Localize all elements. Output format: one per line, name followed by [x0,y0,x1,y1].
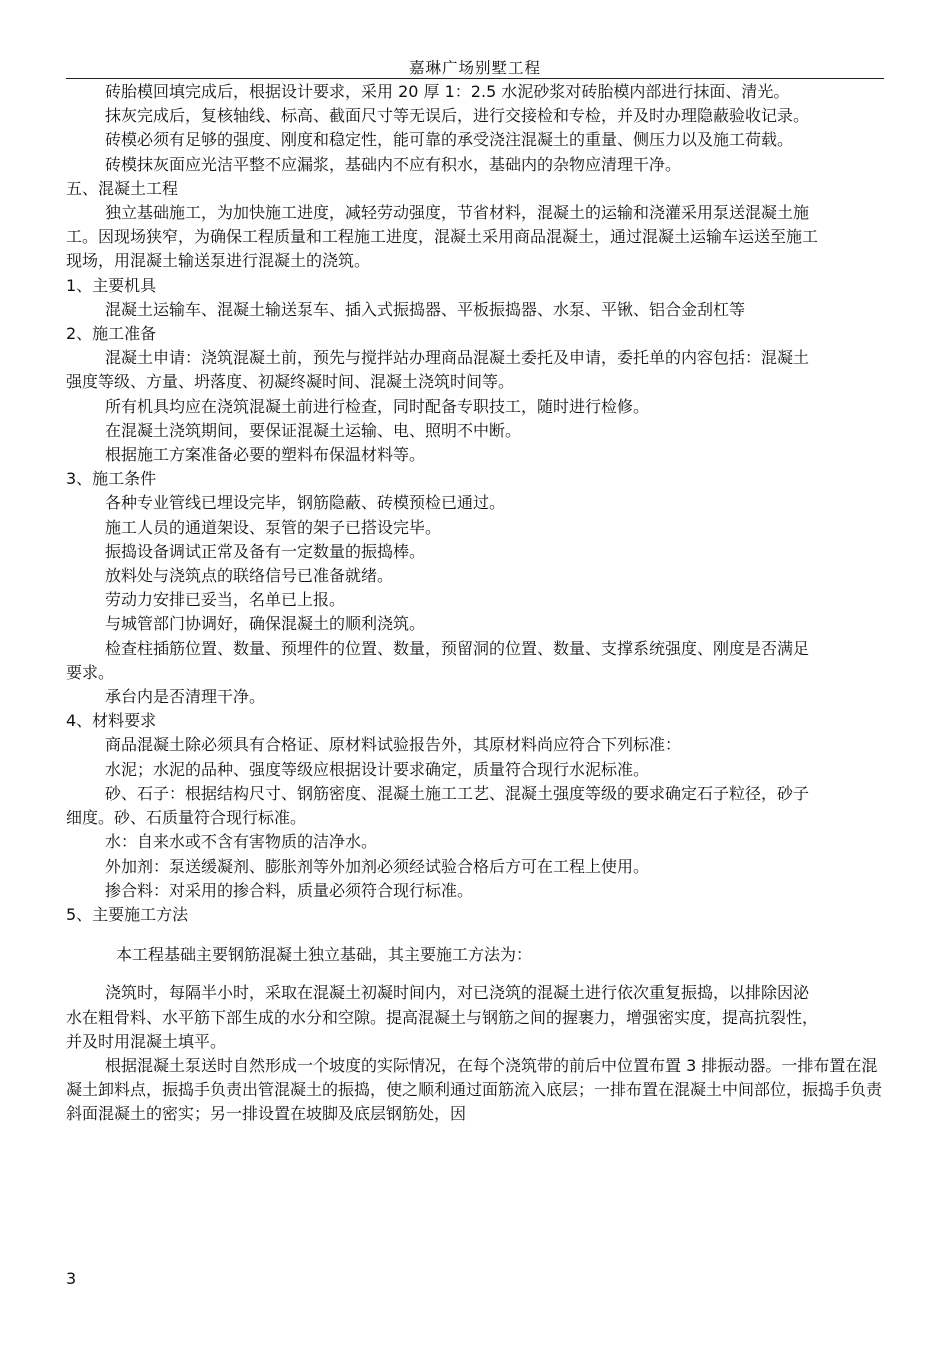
subsection-heading: 5、主要施工方法 [66,904,189,924]
paragraph: 根据施工方案准备必要的塑料布保温材料等。 [105,445,426,465]
paragraph: 水：自来水或不含有害物质的洁净水。 [105,832,378,852]
subsection-heading: 4、材料要求 [66,711,157,731]
paragraph: 本工程基础主要钢筋混凝土独立基础，其主要施工方法为： [116,945,533,965]
paragraph: 抹灰完成后，复核轴线、标高、截面尺寸等无误后，进行交接检和专检，并及时办理隐蔽验收记录。 [105,106,810,126]
subsection-heading: 2、施工准备 [66,324,157,344]
paragraph: 独立基础施工，为加快施工进度，减轻劳动强度，节省材料，混凝土的运输和浇灌采用泵送混凝土施工。因现场狭窄，为确保工程质量和工程施工进度，混凝土采用商品混凝土，通过混凝土运输车运送至施工现场，用混凝土输送泵进行混凝土的浇筑。 [66,203,819,271]
paragraph: 检查柱插筋位置、数量、预埋件的位置、数量，预留洞的位置、数量、支撑系统强度、刚度是否满足要求。 [66,638,810,682]
paragraph: 砖胎模回填完成后，根据设计要求，采用 20 厚 1：2.5 水泥砂浆对砖胎模内部进行抹面、清光。 [105,82,790,101]
paragraph: 振捣设备调试正常及备有一定数量的振捣棒。 [105,541,426,561]
paragraph: 砖模抹灰面应光洁平整不应漏浆，基础内不应有积水，基础内的杂物应清理干净。 [105,154,682,174]
paragraph: 放料处与浇筑点的联络信号已准备就绪。 [105,566,394,586]
paragraph: 与城管部门协调好，确保混凝土的顺利浇筑。 [105,614,426,634]
subsection-heading: 3、施工条件 [66,469,157,489]
paragraph: 砖模必须有足够的强度、刚度和稳定性，能可靠的承受浇注混凝土的重量、侧压力以及施工荷载。 [105,130,794,150]
paragraph: 掺合料：对采用的掺合料，质量必须符合现行标准。 [105,880,474,900]
paragraph: 根据混凝土泵送时自然形成一个坡度的实际情况，在每个浇筑带的前后中位置布置 3 排振动器。一排布置在混凝土卸料点，振捣手负责出管混凝土的振捣，使之顺利通过面筋流入底层；一排布置在混凝土中间部位，振捣手负责斜面混凝土的密实；另一排设置在坡脚及底层钢筋处，因 [66,1055,883,1124]
header-rule [66,78,884,79]
paragraph: 在混凝土浇筑期间，要保证混凝土运输、电、照明不中断。 [105,420,522,440]
paragraph: 商品混凝土除必须具有合格证、原材料试验报告外，其原材料尚应符合下列标准： [105,735,682,755]
paragraph: 各种专业管线已埋设完毕，钢筋隐蔽、砖模预检已通过。 [105,493,506,513]
page-header-title: 嘉琳广场别墅工程 [408,59,541,77]
paragraph: 砂、石子：根据结构尺寸、钢筋密度、混凝土施工工艺、混凝土强度等级的要求确定石子粒径，砂子细度。砂、石质量符合现行标准。 [66,783,810,828]
paragraph: 施工人员的通道架设、泵管的架子已搭设完毕。 [105,517,442,537]
paragraph: 所有机具均应在浇筑混凝土前进行检查，同时配备专职技工，随时进行检修。 [105,396,650,416]
section-heading: 五、混凝土工程 [66,178,179,198]
paragraph: 承台内是否清理干净。 [105,687,266,707]
body-text [66,80,884,1127]
paragraph: 混凝土申请：浇筑混凝土前，预先与搅拌站办理商品混凝土委托及申请，委托单的内容包括：混凝土强度等级、方量、坍落度、初凝终凝时间、混凝土浇筑时间等。 [66,348,810,392]
paragraph: 外加剂：泵送缓凝剂、膨胀剂等外加剂必须经试验合格后方可在工程上使用。 [105,856,650,876]
subsection-heading: 1、主要机具 [66,275,157,295]
paragraph: 浇筑时，每隔半小时，采取在混凝土初凝时间内，对已浇筑的混凝土进行依次重复振捣，以排除因泌水在粗骨料、水平筋下部生成的水分和空隙。提高混凝土与钢筋之间的握裹力，增强密实度，提高抗裂性，并及时用混凝土填平。 [66,983,819,1051]
paragraph: 劳动力安排已妥当，名单已上报。 [105,590,346,610]
paragraph: 混凝土运输车、混凝土输送泵车、插入式振捣器、平板振捣器、水泵、平锹、铝合金刮杠等 [105,299,746,319]
paragraph: 水泥；水泥的品种、强度等级应根据设计要求确定，质量符合现行水泥标准。 [105,759,650,779]
page-number: 3 [66,1269,77,1288]
